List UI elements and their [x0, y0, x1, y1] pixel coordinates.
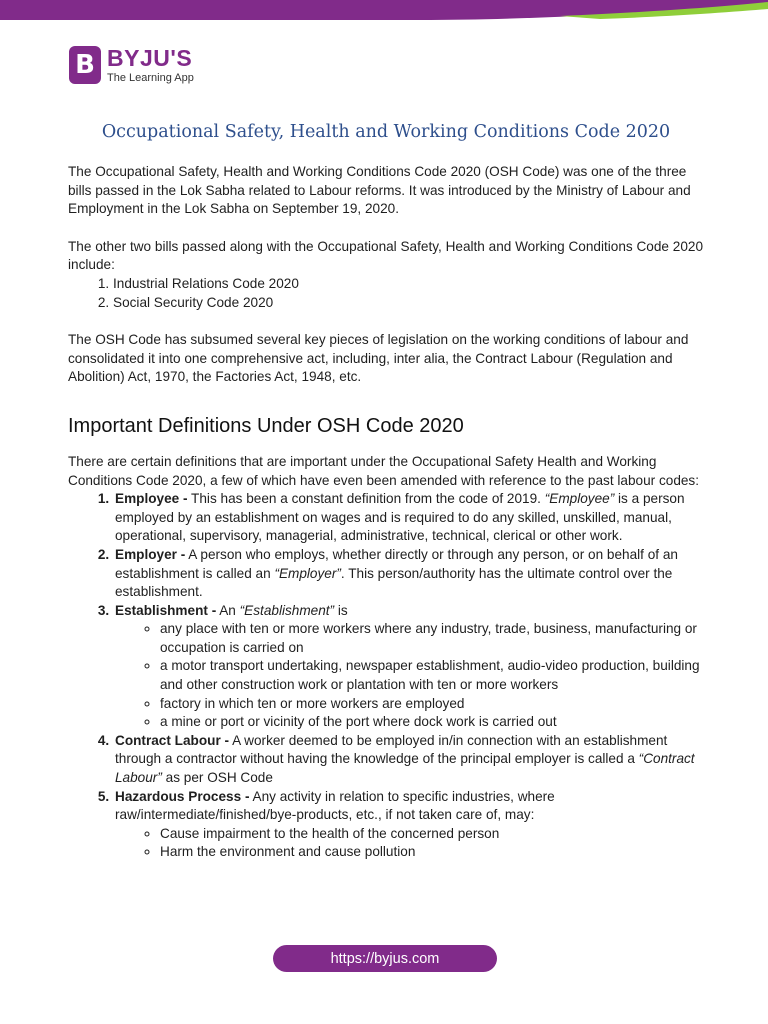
definition-employee — [113, 490, 704, 546]
definition-text: Any activity in relation to specific industries, where raw/intermediate/finished/bye-products, etc., if not taken care of, may: — [115, 788, 555, 823]
logo-mark-icon: B — [69, 46, 101, 84]
definitions-lead: There are certain definitions that are important under the Occupational Safety Health and Working Conditions Code 2020, a few of which have even been amended with reference to the past labour codes: — [68, 453, 700, 488]
top-decorative-band — [0, 0, 768, 22]
definition-italic: “Employer” — [274, 565, 341, 581]
definition-term: Hazardous Process - — [115, 788, 250, 804]
intro-paragraph: The Occupational Safety, Health and Working Conditions Code 2020 (OSH Code) was one of the three bills passed in the Lok Sabha related to Labour reforms. It was introduced by the Ministry of Labour and Employment in the Lok Sabha on September 19, 2020. — [68, 164, 691, 217]
list-item: 2. Social Security Code 2020 — [113, 294, 704, 313]
definition-term: Establishment - — [115, 602, 217, 618]
definition-text: A person who employs, whether directly or through any person, or on behalf of an establishment is called an — [115, 546, 678, 581]
establishment-sublist — [115, 620, 704, 732]
sub-list-item: ◦ a mine or port or vicinity of the port where dock work is carried out — [160, 713, 704, 732]
definition-text: . This person/authority has the ultimate control over the establishment. — [115, 565, 673, 600]
definition-hazardous-process — [113, 788, 704, 862]
definition-italic: “Contract Labour” — [115, 751, 695, 786]
other-bills-lead: The other two bills passed along with the Occupational Safety, Health and Working Conditions Code 2020 include: — [68, 238, 704, 273]
definition-term: Contract Labour - — [115, 732, 230, 748]
definition-text: This has been a constant definition from the code of 2019. — [187, 491, 545, 507]
hazardous-sublist — [115, 825, 704, 862]
sub-list-item: ◦ Harm the environment and cause pollution — [160, 843, 704, 862]
definition-text: An — [216, 602, 240, 618]
subsumed-paragraph: The OSH Code has subsumed several key pieces of legislation on the working conditions of labour and consolidated it into one comprehensive act, including, inter alia, the Contract Labour (Regulation and Abolition) Act, 1970, the Factories Act, 1948, etc. — [68, 332, 689, 385]
definition-establishment — [113, 602, 704, 732]
definition-italic: “Establishment” — [239, 602, 335, 618]
definition-term: Employer - — [115, 546, 186, 562]
definition-text: is — [334, 602, 348, 618]
sub-list-item: ◦ Cause impairment to the health of the concerned person — [160, 825, 704, 844]
definition-text: A worker deemed to be employed in/in connection with an establishment through a contractor without having the knowledge of the principal employer is called a — [115, 732, 668, 767]
byjus-logo — [69, 46, 194, 84]
definitions-list — [68, 490, 704, 862]
logo-name: BYJU'S — [107, 44, 193, 71]
page-title: Occupational Safety, Health and Working Conditions Code 2020 — [101, 122, 671, 142]
logo-tagline: The Learning App — [107, 71, 194, 84]
list-item: 1. Industrial Relations Code 2020 — [113, 275, 704, 294]
definition-term: Employee - — [115, 491, 188, 507]
sub-list-item: ◦ a motor transport undertaking, newspaper establishment, audio-video production, building and other construction work or plantation with ten or more workers — [160, 657, 704, 694]
section-heading: Important Definitions Under OSH Code 2020 — [68, 414, 464, 437]
definition-italic: “Employee” — [544, 491, 615, 507]
sub-list-item: ◦ factory in which ten or more workers are employed — [160, 695, 704, 714]
footer-url-link[interactable]: https://byjus.com — [273, 945, 497, 972]
sub-list-item: ◦ any place with ten or more workers where any industry, trade, business, manufacturing or occupation is carried on — [160, 620, 704, 657]
definition-text: is a person employed by an establishment on wages and is required to do any skilled, unskilled, manual, operational, supervisory, managerial, administrative, technical, clerical or other work. — [115, 491, 685, 544]
other-bills-list — [68, 275, 704, 312]
document-body — [68, 120, 704, 862]
definition-employer — [113, 546, 704, 602]
definition-text: as per OSH Code — [161, 770, 273, 786]
definition-contract-labour — [113, 732, 704, 788]
